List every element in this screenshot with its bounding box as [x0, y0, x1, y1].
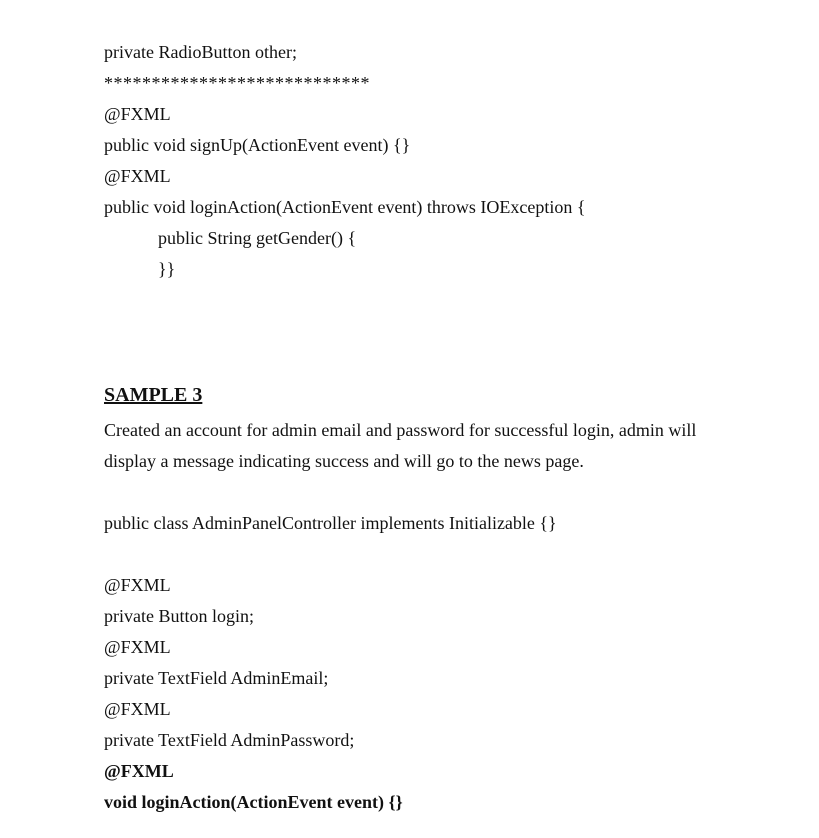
annotation-fxml: @FXML	[104, 699, 171, 719]
code-line-login-action-bold: void loginAction(ActionEvent event) {}	[104, 792, 403, 812]
annotation-fxml: @FXML	[104, 166, 171, 186]
code-line-login-action: public void loginAction(ActionEvent event) throws IOException {	[104, 197, 586, 217]
separator-stars: ****************************	[104, 73, 370, 93]
description-line-2: display a message indicating success and will go to the news page.	[104, 451, 584, 471]
code-line-class-declaration: public class AdminPanelController implements Initializable {}	[104, 513, 557, 533]
code-line-admin-password: private TextField AdminPassword;	[104, 730, 355, 750]
description-line-1: Created an account for admin email and password for successful login, admin will	[104, 420, 697, 440]
annotation-fxml-bold: @FXML	[104, 761, 174, 781]
code-line-admin-email: private TextField AdminEmail;	[104, 668, 329, 688]
code-line-closing-braces: }}	[158, 259, 176, 279]
section-heading: SAMPLE 3	[104, 384, 203, 406]
annotation-fxml: @FXML	[104, 575, 171, 595]
code-line-button-login: private Button login;	[104, 606, 254, 626]
code-line-signup: public void signUp(ActionEvent event) {}	[104, 135, 411, 155]
annotation-fxml: @FXML	[104, 104, 171, 124]
code-line-radiobutton: private RadioButton other;	[104, 42, 297, 62]
code-line-get-gender: public String getGender() {	[158, 228, 357, 248]
annotation-fxml: @FXML	[104, 637, 171, 657]
